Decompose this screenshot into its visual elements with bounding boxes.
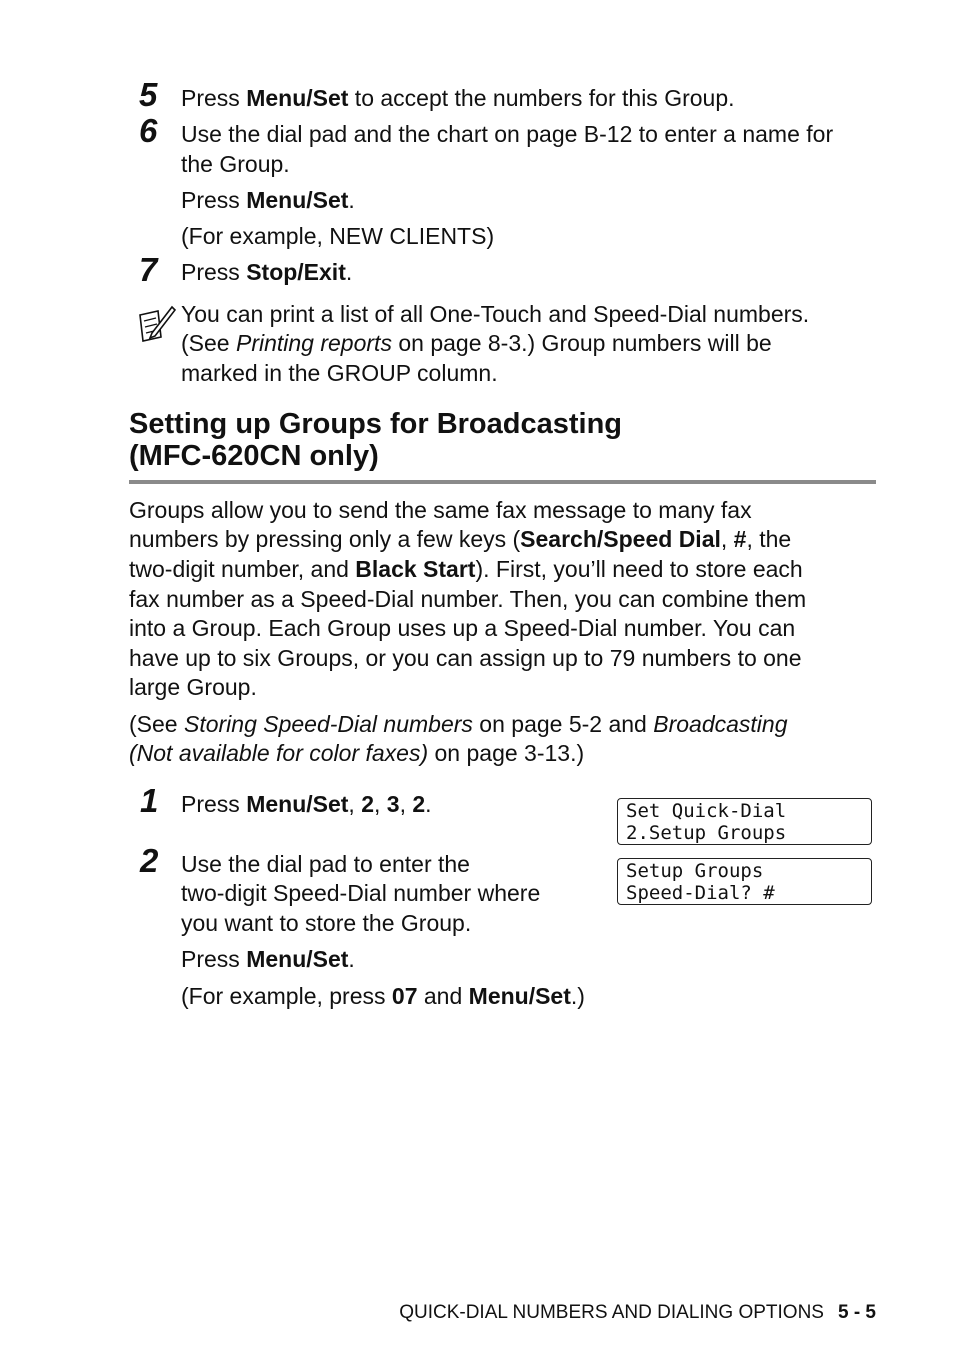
text: Press xyxy=(181,187,247,213)
footer-page-number: 5 - 5 xyxy=(837,1302,876,1323)
storing-speed-dial-ref: Storing Speed-Dial numbers xyxy=(183,711,473,737)
text: on page 8-3.) Group numbers will be xyxy=(391,330,772,356)
lcd-display-1 xyxy=(617,798,872,845)
text: (For example, press xyxy=(181,983,392,1009)
menu-set-key: Menu/Set xyxy=(246,187,349,213)
text: and xyxy=(417,983,469,1009)
page-footer xyxy=(399,1302,876,1324)
menu-set-key: Menu/Set xyxy=(246,85,349,111)
text: . xyxy=(348,946,355,972)
body-line7: large Group. xyxy=(129,674,257,700)
menu-set-key: Menu/Set xyxy=(468,983,571,1009)
step-number-5: 5 xyxy=(139,76,158,113)
text: , xyxy=(374,791,387,817)
text: Press xyxy=(181,259,247,285)
text: Press xyxy=(181,85,247,111)
menu-set-key: Menu/Set xyxy=(246,946,349,972)
step-6-press xyxy=(181,185,355,215)
text: (See xyxy=(181,330,236,356)
step-2-line3: you want to store the Group. xyxy=(181,910,472,936)
search-speed-dial-key: Search/Speed Dial xyxy=(520,526,721,552)
note-line3: marked in the GROUP column. xyxy=(181,360,498,386)
black-start-key: Black Start xyxy=(355,556,476,582)
lcd-row: 2.Setup Groups xyxy=(626,822,787,844)
note-line1: You can print a list of all One-Touch and Speed-Dial numbers. xyxy=(181,301,810,327)
step-2-example xyxy=(181,981,585,1011)
step-2-line2: two-digit Speed-Dial number where xyxy=(181,880,541,906)
body-line6: have up to six Groups, or you can assign up to 79 numbers to one xyxy=(129,645,802,671)
lcd-row: Setup Groups xyxy=(626,860,764,882)
section-rule xyxy=(129,480,876,484)
body-line5: into a Group. Each Group uses up a Speed-Dial number. You can xyxy=(129,615,796,641)
text: (See xyxy=(129,711,184,737)
broadcasting-ref-cont: (Not available for color faxes) xyxy=(129,740,429,766)
text: . xyxy=(348,187,355,213)
text: two-digit number, and xyxy=(129,556,356,582)
text: Press xyxy=(181,791,247,817)
step-number-1: 1 xyxy=(140,782,159,819)
key-3: 3 xyxy=(386,791,400,817)
footer-chapter: QUICK-DIAL NUMBERS AND DIALING OPTIONS xyxy=(399,1302,824,1323)
menu-set-key: Menu/Set xyxy=(246,791,349,817)
text: . xyxy=(425,791,432,817)
printing-reports-ref: Printing reports xyxy=(235,330,392,356)
text: ). First, you’ll need to store each xyxy=(475,556,803,582)
text: , xyxy=(399,791,413,817)
step-number-2: 2 xyxy=(140,842,159,879)
stop-exit-key: Stop/Exit xyxy=(246,259,346,285)
section-title xyxy=(129,408,622,472)
text: numbers by pressing only a few keys ( xyxy=(129,526,521,552)
step-number-6: 6 xyxy=(139,112,158,149)
step-2-press xyxy=(181,944,355,974)
see-line2 xyxy=(129,739,584,769)
lcd-row: Set Quick-Dial xyxy=(626,800,787,822)
note-line2 xyxy=(181,328,772,358)
step-7-text xyxy=(181,257,352,287)
broadcasting-ref: Broadcasting xyxy=(653,711,788,737)
section-title-line2: (MFC-620CN only) xyxy=(129,440,379,472)
note-pencil-icon xyxy=(134,303,178,343)
body-line2 xyxy=(129,525,791,555)
step-2-line1: Use the dial pad to enter the xyxy=(181,851,470,877)
key-2b: 2 xyxy=(412,791,426,817)
hash-key: # xyxy=(733,526,747,552)
text: , xyxy=(720,526,734,552)
key-07: 07 xyxy=(391,983,418,1009)
lcd-row: Speed-Dial? # xyxy=(626,882,775,904)
text: . xyxy=(345,259,353,285)
section-title-line1: Setting up Groups for Broadcasting xyxy=(129,408,623,440)
step-1-text xyxy=(181,789,432,819)
step-6-example: (For example, NEW CLIENTS) xyxy=(181,223,495,249)
text: .) xyxy=(570,983,585,1009)
text: Press xyxy=(181,946,247,972)
step-6-line1: Use the dial pad and the chart on page B-12 to enter a name for xyxy=(181,121,834,147)
body-line4: fax number as a Speed-Dial number. Then, you can combine them xyxy=(129,586,807,612)
lcd-display-2 xyxy=(617,858,872,905)
key-2: 2 xyxy=(361,791,374,817)
step-5-text xyxy=(181,83,735,113)
step-6-line2: the Group. xyxy=(181,151,290,177)
see-line1 xyxy=(129,710,788,740)
text: on page 5-2 and xyxy=(472,711,654,737)
text: on page 3-13.) xyxy=(428,740,585,766)
body-line1: Groups allow you to send the same fax message to many fax xyxy=(129,497,752,523)
body-line3 xyxy=(129,555,803,585)
text: , xyxy=(348,791,362,817)
text: , the xyxy=(746,526,792,552)
step-number-7: 7 xyxy=(139,251,158,288)
text: to accept the numbers for this Group. xyxy=(348,85,735,111)
